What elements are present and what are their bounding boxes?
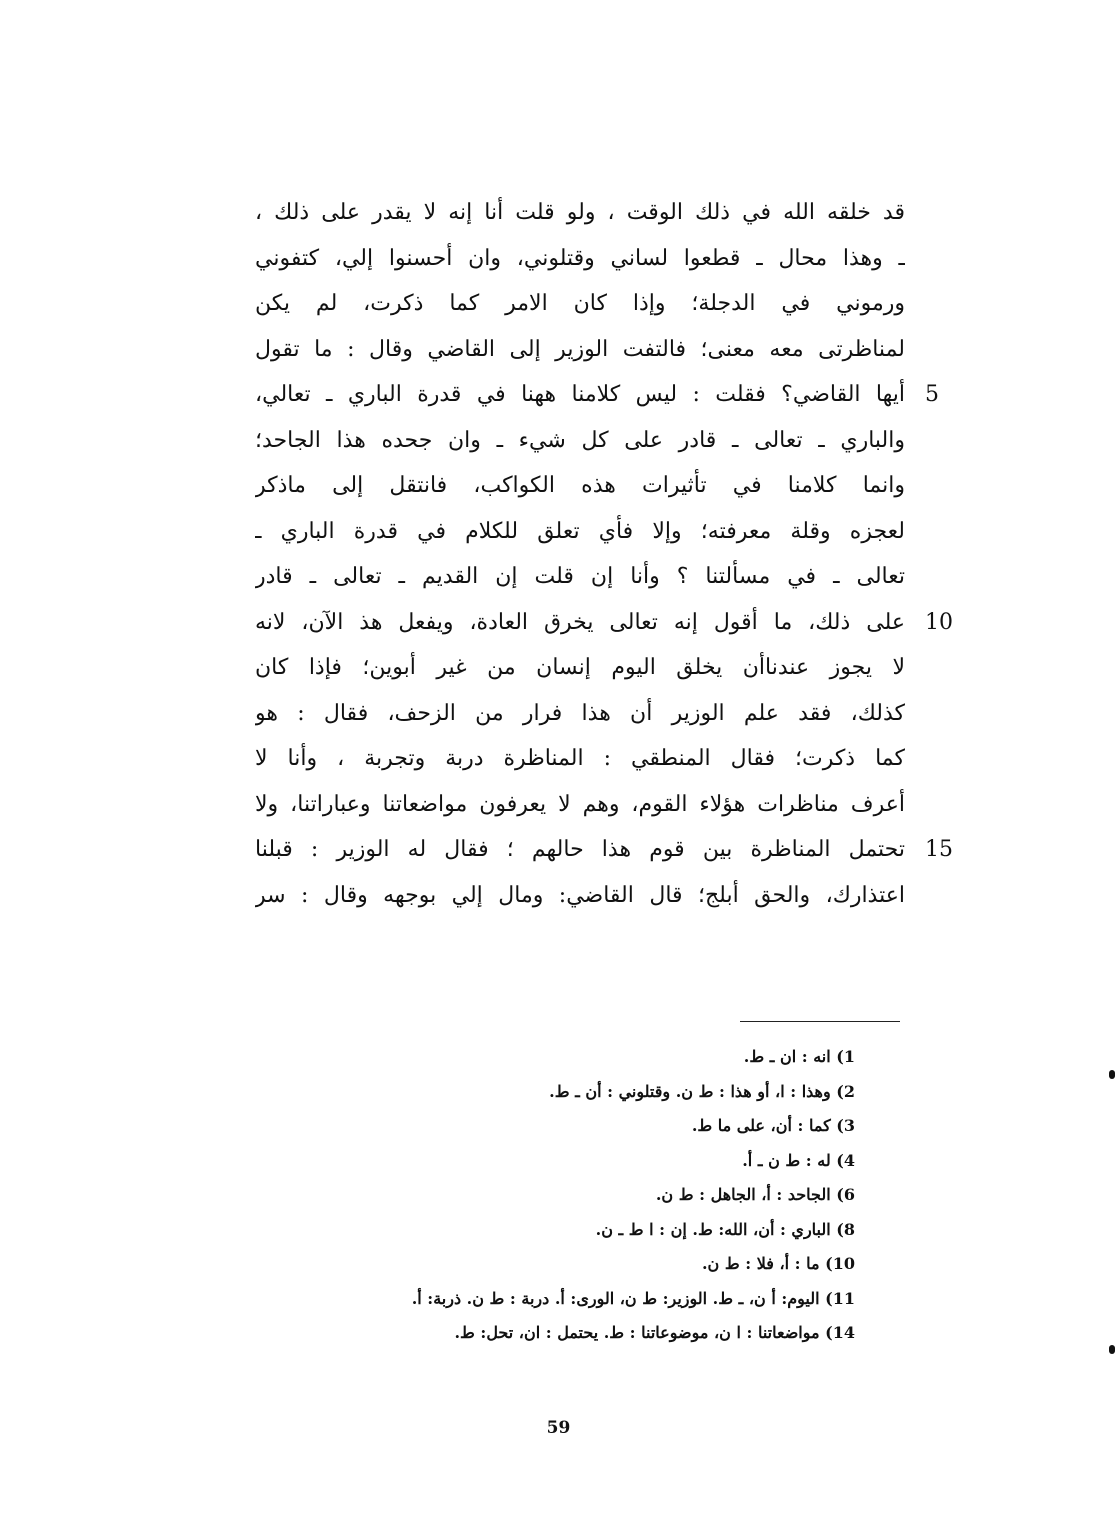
text-line: اعتذارك، والحق أبلج؛ قال القاضي: ومال إلي بوجهه وقال : سر: [255, 882, 905, 908]
footnote: [235, 1282, 855, 1317]
line-number: 10: [925, 609, 953, 635]
footnote: [235, 1040, 855, 1075]
footnote-number: 3): [836, 1116, 855, 1135]
text-line: تحتمل المناظرة بين قوم هذا حالهم ؛ فقال له الوزير : قبلنا: [255, 837, 905, 862]
text-line: ـ وهذا محال ـ قطعوا لساني وقتلوني، وان أحسنوا إلي، كتفوني: [255, 245, 905, 271]
line-number: 5: [925, 382, 939, 407]
text-line: أعرف مناظرات هؤلاء القوم، وهم لا يعرفون مواضعاتنا وعباراتنا، ولا: [255, 791, 905, 817]
text-line: لمناظرتى معه معنى؛ فالتفت الوزير إلى القاضي وقال : ما تقول: [255, 336, 905, 362]
footnote-number: 2): [836, 1081, 855, 1101]
text-line: لا يجوز عندناأن يخلق اليوم إنسان من غير أبوين؛ فإذا كان: [255, 655, 905, 680]
text-line: لعجزه وقلة معرفته؛ وإلا فأي تعلق للكلام في قدرة الباري ـ: [255, 518, 905, 544]
footnote: [235, 1213, 855, 1248]
footnote-number: 6): [836, 1185, 855, 1204]
footnote-text: انه : ان ـ ط.: [743, 1047, 831, 1066]
text-line: والباري ـ تعالى ـ قادر على كل شيء ـ وان جحده هذا الجاحد؛: [255, 427, 905, 453]
text-line: على ذلك، ما أقول إنه تعالى يخرق العادة، ويفعل هذ الآن، لانه: [255, 609, 905, 635]
footnote-text: ما : أ، فلا : ط ن.: [701, 1254, 820, 1273]
footnote-number: 1): [836, 1047, 855, 1066]
footnote-number: 8): [836, 1219, 855, 1239]
footnotes: [235, 1040, 855, 1351]
footnote-text: الجاحد : أ، الجاهل : ط ن.: [655, 1185, 831, 1204]
footnote-text: كما : أن، على ما ط.: [691, 1116, 831, 1135]
line-number: 15: [925, 837, 953, 862]
page-number: 59: [546, 1418, 571, 1438]
text-line: كما ذكرت؛ فقال المنطقي : المناظرة دربة وتجربة ، وأنا لا: [255, 746, 905, 771]
footnote-text: الباري : أن، الله: ط. إن : ا ط ـ ن.: [595, 1219, 831, 1239]
text-line: تعالى ـ في مسألتنا ؟ وأنا إن قلت إن القديم ـ تعالى ـ قادر: [255, 564, 905, 589]
footnote: [235, 1178, 855, 1213]
footnote-separator: [740, 1021, 900, 1022]
text-line: كذلك، فقد علم الوزير أن هذا فرار من الزحف، فقال : هو: [255, 700, 905, 726]
scan-edge-mark: [1109, 1345, 1115, 1354]
footnote: [235, 1316, 855, 1351]
footnote: [235, 1075, 855, 1110]
text-line: أيها القاضي؟ فقلت : ليس كلامنا ههنا في قدرة الباري ـ تعالي،: [255, 382, 905, 407]
footnote: [235, 1109, 855, 1144]
footnote-text: مواضعاتنا : ا ن، موضوعاتنا : ط. يحتمل : ان، تحل: ط.: [454, 1323, 820, 1342]
footnote-number: 11): [825, 1288, 855, 1308]
footnote-text: وهذا : ا، أو هذا : ط ن. وقتلوني : أن ـ ط.: [549, 1081, 831, 1101]
scan-edge-mark: [1109, 1070, 1115, 1079]
footnote-number: 10): [825, 1254, 855, 1273]
footnote-number: 14): [825, 1323, 855, 1342]
footnote-text: اليوم: أ ن، ـ ط. الوزير: ط ن، الورى: أ. دربة : ط ن. ذربة: أ.: [411, 1288, 820, 1308]
text-line: قد خلقه الله في ذلك الوقت ، ولو قلت أنا إنه لا يقدر على ذلك ،: [255, 200, 905, 225]
footnote-text: له : ط ن ـ أ.: [742, 1150, 831, 1170]
footnote: [235, 1247, 855, 1282]
footnote: [235, 1144, 855, 1179]
text-line: وانما كلامنا في تأثيرات هذه الكواكب، فانتقل إلى ماذكر: [255, 473, 905, 498]
main-text: [255, 190, 905, 918]
text-line: ورموني في الدجلة؛ وإذا كان الامر كما ذكرت، لم يكن: [255, 291, 905, 316]
footnote-number: 4): [836, 1150, 855, 1170]
